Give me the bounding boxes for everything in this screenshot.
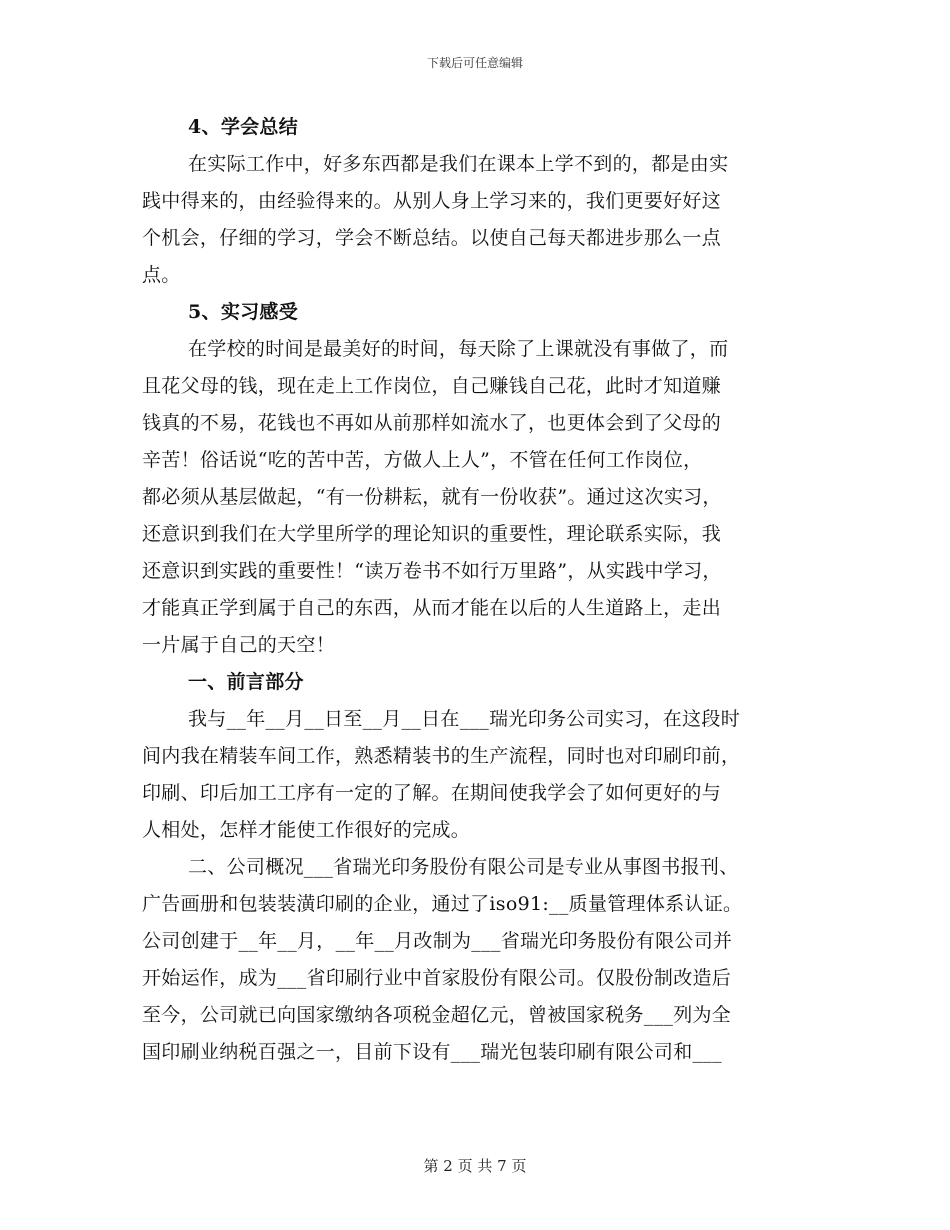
text-line: 还意识到实践的重要性！“读万卷书不如行万里路”，从实践中学习， (142, 560, 722, 582)
paragraph-first-line: 二、公司概况___省瑞光印务股份有限公司是专业从事图书报刊、 (188, 856, 739, 878)
text-line: 点。 (142, 264, 181, 286)
section-heading: 一、前言部分 (188, 671, 304, 693)
text-line: 辛苦！俗话说“吃的苦中苦，方做人上人”，不管在任何工作岗位， (142, 449, 703, 471)
text-line: 印刷、印后加工工序有一定的了解。在期间使我学会了如何更好的与 (142, 782, 722, 804)
text-line: 间内我在精装车间工作，熟悉精装书的生产流程，同时也对印刷印前， (142, 745, 741, 767)
page-footer: 第 2 页 共 7 页 (423, 1157, 527, 1175)
text-line: 公司创建于__年__月，__年__月改制为___省瑞光印务股份有限公司并 (142, 930, 733, 952)
text-line: 还意识到我们在大学里所学的理论知识的重要性，理论联系实际，我 (142, 523, 722, 545)
text-line: 广告画册和包装装潢印刷的企业，通过了iso91:__质量管理体系认证。 (142, 893, 743, 915)
document-body (142, 109, 806, 1071)
text-line: 都必须从基层做起，“有一份耕耘，就有一份收获”。通过这次实习， (142, 486, 722, 508)
text-line: 国印刷业纳税百强之一，目前下设有___瑞光包装印刷有限公司和___ (142, 1041, 722, 1063)
text-line: 开始运作，成为___省印刷行业中首家股份有限公司。仅股份制改造后 (142, 967, 732, 989)
text-line: 践中得来的，由经验得来的。从别人身上学习来的，我们更要好好这 (142, 190, 722, 212)
paragraph-first-line: 我与__年__月__日至__月__日在___瑞光印务公司实习，在这段时 (188, 708, 741, 730)
text-line: 个机会，仔细的学习，学会不断总结。以使自己每天都进步那么一点 (142, 227, 722, 249)
section-heading: 4、学会总结 (188, 116, 299, 138)
text-line: 钱真的不易，花钱也不再如从前那样如流水了，也更体会到了父母的 (142, 412, 722, 434)
paragraph-first-line: 在学校的时间是最美好的时间，每天除了上课就没有事做了，而 (188, 338, 729, 360)
text-line: 人相处，怎样才能使工作很好的完成。 (142, 819, 471, 841)
section-heading: 5、实习感受 (188, 301, 299, 323)
paragraph-first-line: 在实际工作中，好多东西都是我们在课本上学不到的，都是由实 (188, 153, 729, 175)
text-line: 才能真正学到属于自己的东西，从而才能在以后的人生道路上，走出 (142, 597, 722, 619)
page-header: 下载后可任意编辑 (426, 56, 523, 70)
text-line: 一片属于自己的天空！ (142, 634, 336, 656)
text-line: 至今，公司就已向国家缴纳各项税金超亿元，曾被国家税务___列为全 (142, 1004, 732, 1026)
text-line: 且花父母的钱，现在走上工作岗位，自己赚钱自己花，此时才知道赚 (142, 375, 722, 397)
